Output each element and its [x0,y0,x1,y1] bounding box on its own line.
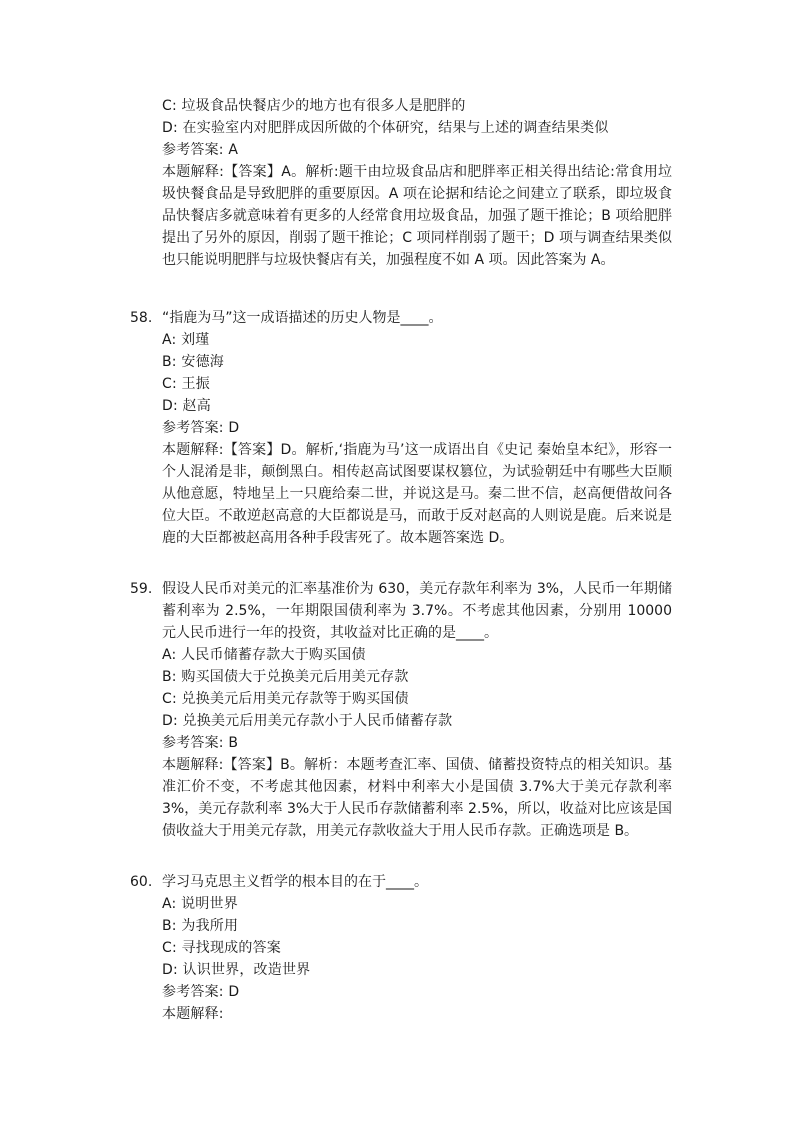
question-stem: “指鹿为马”这一成语描述的历史人物是____。 [162,310,443,326]
option-c: C: 王振 [162,376,210,392]
question-stem: 假设人民币对美元的汇率基准价为 630，美元存款年利率为 3%，人民币一年期储蓄利率为 2.5%，一年期限国债利率为 3.7%。不考虑其他因素，分别用 10000 元人民币进行一年的投资，其收益对比正确的是____。 [162,581,672,641]
option-c: C: 垃圾食品快餐店少的地方也有很多人是肥胖的 [162,98,466,114]
reference-answer: 参考答案: A [162,142,239,158]
option-d: D: 认识世界，改造世界 [162,962,311,978]
question-58-body [162,329,672,571]
prev-question-continuation [162,95,672,293]
question-60-body [162,893,672,1025]
option-c: C: 兑换美元后用美元存款等于购买国债 [162,691,409,707]
explanation: 本题解释: [162,1006,224,1022]
question-59-body [162,644,672,864]
reference-answer: 参考答案: D [162,984,240,1000]
question-number: 58. [130,310,153,326]
explanation: 本题解释:【答案】B。解析：本题考查汇率、国债、储蓄投资特点的相关知识。基准汇价不变，不考虑其他因素，材料中利率大小是国债 3.7%大于美元存款利率 3%，美元存款利率 3%大于人民币存款储蓄利率 2.5%，所以，收益对比应该是国债收益大于用美元存款，用美元存款收益大于用人民币存款。正确选项是 B。 [162,757,672,839]
option-a: A: 说明世界 [162,896,238,912]
option-b: B: 购买国债大于兑换美元后用美元存款 [162,669,409,685]
question-number: 60. [130,874,153,890]
question-stem: 学习马克思主义哲学的根本目的在于____。 [162,874,428,890]
option-c: C: 寻找现成的答案 [162,940,281,956]
explanation: 本题解释:【答案】A。解析:题干由垃圾食品店和肥胖率正相关得出结论:常食用垃圾快餐食品是导致肥胖的重要原因。A 项在论据和结论之间建立了联系，即垃圾食品快餐店多就意味着有更多的人经常食用垃圾食品，加强了题干推论；B 项给肥胖提出了另外的原因，削弱了题干推论；C 项同样削弱了题干；D 项与调查结果类似也只能说明肥胖与垃圾快餐店有关，加强程度不如 A 项。因此答案为 A。 [162,164,672,268]
option-d: D: 赵高 [162,398,211,414]
option-b: B: 为我所用 [162,918,239,934]
explanation: 本题解释:【答案】D。解析,‘指鹿为马’这一成语出自《史记 秦始皇本纪》，形容一个人混淆是非，颠倒黑白。相传赵高试图要谋权篡位，为试验朝廷中有哪些大臣顺从他意愿，特地呈上一只鹿给秦二世，并说这是马。秦二世不信，赵高便借故问各位大臣。不敢逆赵高意的大臣都说是马，而敢于反对赵高的人则说是鹿。后来说是鹿的大臣都被赵高用各种手段害死了。故本题答案选 D。 [162,442,672,546]
question-number: 59. [130,581,153,597]
option-b: B: 安德海 [162,354,224,370]
option-d: D: 兑换美元后用美元存款小于人民币储蓄存款 [162,713,453,729]
option-d: D: 在实验室内对肥胖成因所做的个体研究，结果与上述的调查结果类似 [162,120,609,136]
option-a: A: 人民币储蓄存款大于购买国债 [162,647,366,663]
reference-answer: 参考答案: B [162,735,239,751]
option-a: A: 刘瑾 [162,332,210,348]
reference-answer: 参考答案: D [162,420,240,436]
